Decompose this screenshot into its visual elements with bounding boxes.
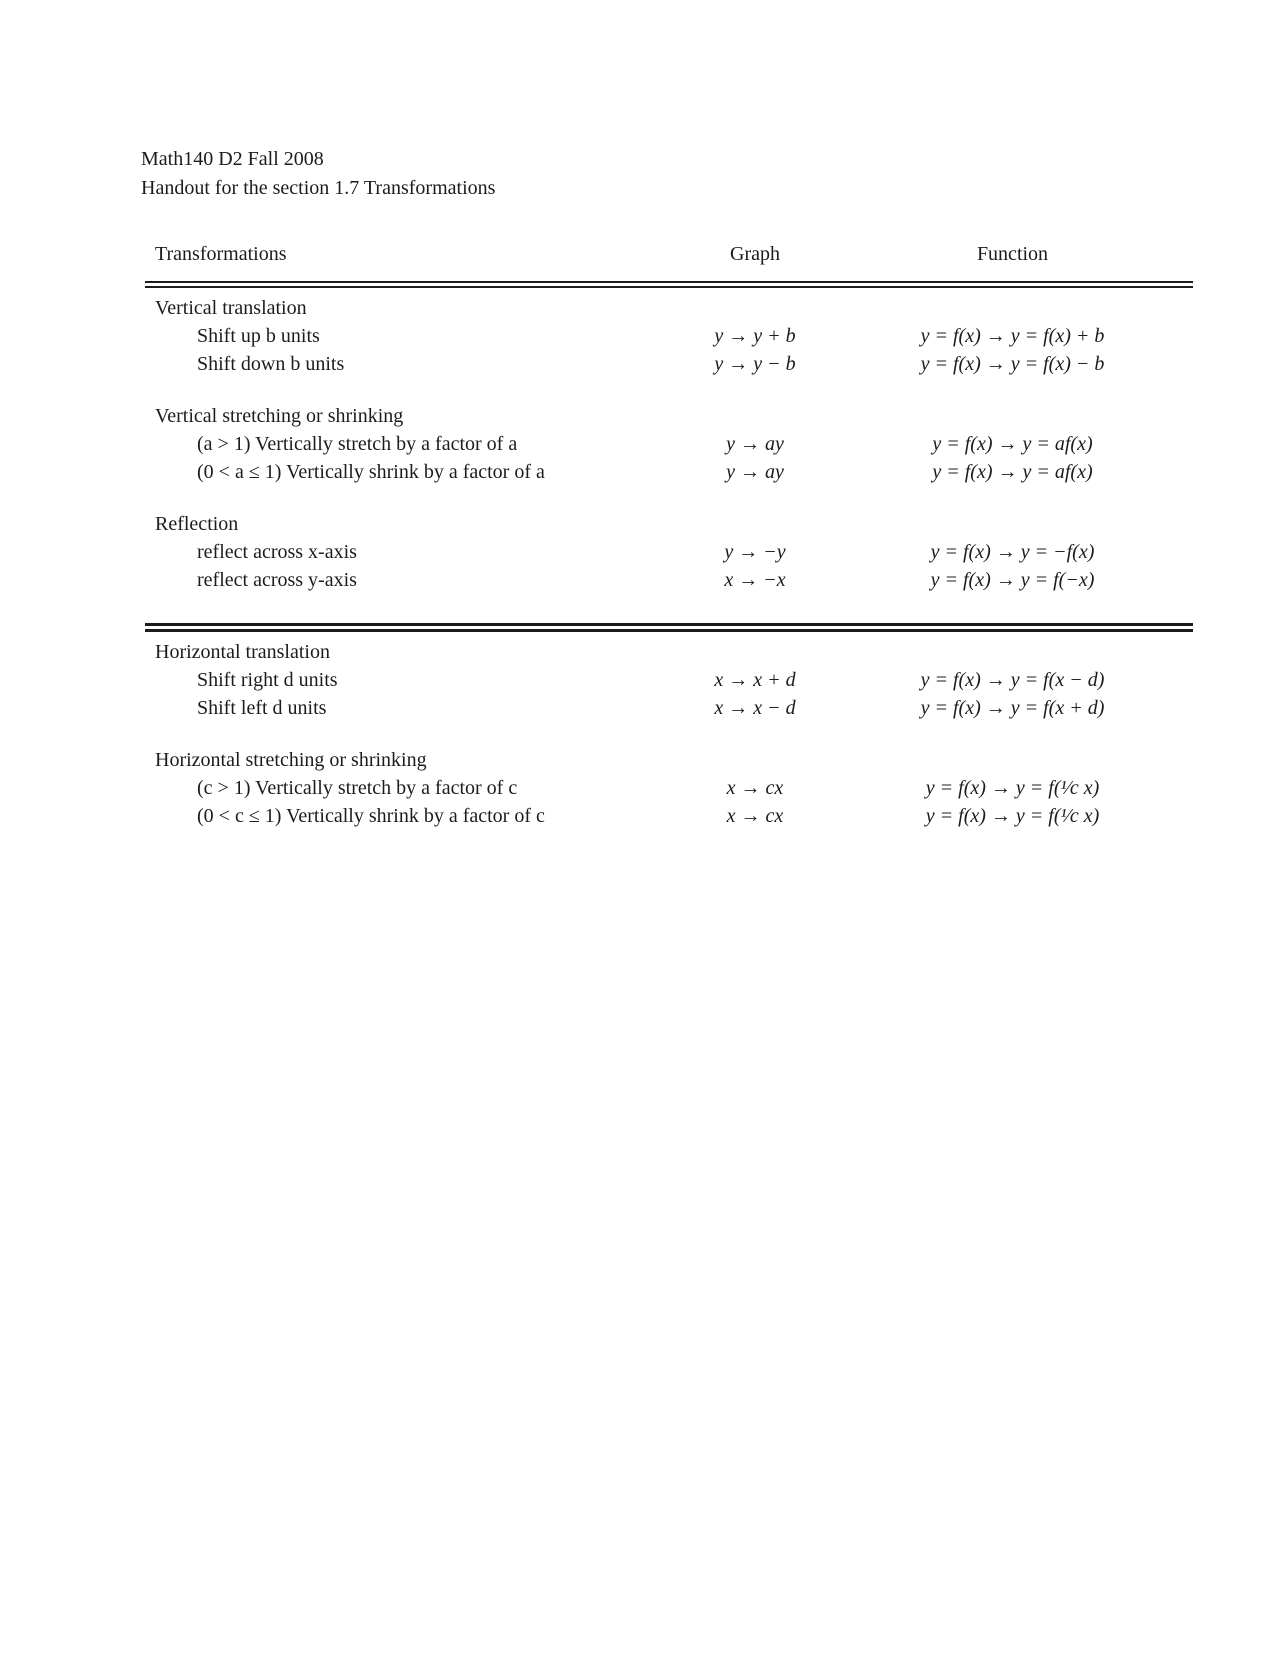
- row-graph: x → −x: [724, 568, 786, 591]
- section-title-row: [145, 510, 1193, 538]
- row-graph: y → −y: [724, 540, 786, 563]
- column-header-graph: Graph: [730, 242, 780, 265]
- row-graph: x → cx: [726, 776, 784, 799]
- column-header-function: Function: [976, 242, 1049, 265]
- document-header: [141, 145, 495, 203]
- table-row: [145, 458, 1193, 486]
- double-rule-top: [145, 281, 1193, 288]
- table-row: [145, 666, 1193, 694]
- table-row: [145, 802, 1193, 830]
- row-graph: y → ay: [726, 432, 784, 455]
- section-title-row: [145, 402, 1193, 430]
- section-title-row: [145, 746, 1193, 774]
- section-title: Vertical stretching or shrinking: [155, 404, 404, 427]
- row-function: y = f(x) → y = f(x) − b: [920, 352, 1105, 375]
- section-title: Reflection: [155, 512, 239, 535]
- row-graph: y → y − b: [714, 352, 796, 375]
- row-label: (0 < a ≤ 1) Vertically shrink by a factor of a: [197, 460, 545, 483]
- row-function: y = f(x) → y = f(¹⁄c x): [925, 776, 1100, 799]
- transformations-table: [145, 240, 1193, 830]
- row-function: y = f(x) → y = f(x − d): [920, 668, 1105, 691]
- row-graph: x → cx: [726, 804, 784, 827]
- row-label: reflect across y-axis: [197, 568, 357, 591]
- row-function: y = f(x) → y = −f(x): [930, 540, 1095, 563]
- row-graph: y → ay: [726, 460, 784, 483]
- row-label: Shift right d units: [197, 668, 338, 691]
- table-row: [145, 538, 1193, 566]
- row-graph: y → y + b: [714, 324, 796, 347]
- double-rule-middle: [145, 623, 1193, 632]
- row-label: (a > 1) Vertically stretch by a factor of a: [197, 432, 518, 455]
- document-subtitle: Handout for the section 1.7 Transformations: [141, 177, 496, 199]
- section-title: Vertical translation: [155, 296, 307, 319]
- table-row: [145, 774, 1193, 802]
- row-label: (0 < c ≤ 1) Vertically shrink by a factor of c: [197, 804, 545, 827]
- column-header-transformations: Transformations: [155, 242, 287, 265]
- row-graph: x → x + d: [714, 668, 796, 691]
- row-function: y = f(x) → y = af(x): [932, 432, 1093, 455]
- row-graph: x → x − d: [714, 696, 796, 719]
- section-title-row: [145, 294, 1193, 322]
- row-label: Shift down b units: [197, 352, 345, 375]
- row-label: Shift left d units: [197, 696, 327, 719]
- table-row: [145, 694, 1193, 722]
- row-function: y = f(x) → y = f(x) + b: [920, 324, 1105, 347]
- row-function: y = f(x) → y = af(x): [932, 460, 1093, 483]
- row-function: y = f(x) → y = f(¹⁄c x): [925, 804, 1100, 827]
- table-header-row: [145, 240, 1193, 268]
- section-title-row: [145, 638, 1193, 666]
- row-function: y = f(x) → y = f(x + d): [920, 696, 1105, 719]
- row-label: reflect across x-axis: [197, 540, 357, 563]
- table-row: [145, 322, 1193, 350]
- row-function: y = f(x) → y = f(−x): [930, 568, 1095, 591]
- table-row: [145, 430, 1193, 458]
- table-row: [145, 566, 1193, 594]
- table-row: [145, 350, 1193, 378]
- row-label: (c > 1) Vertically stretch by a factor of c: [197, 776, 518, 799]
- row-label: Shift up b units: [197, 324, 320, 347]
- section-title: Horizontal stretching or shrinking: [155, 748, 427, 771]
- section-title: Horizontal translation: [155, 640, 330, 663]
- document-title: Math140 D2 Fall 2008: [141, 148, 324, 170]
